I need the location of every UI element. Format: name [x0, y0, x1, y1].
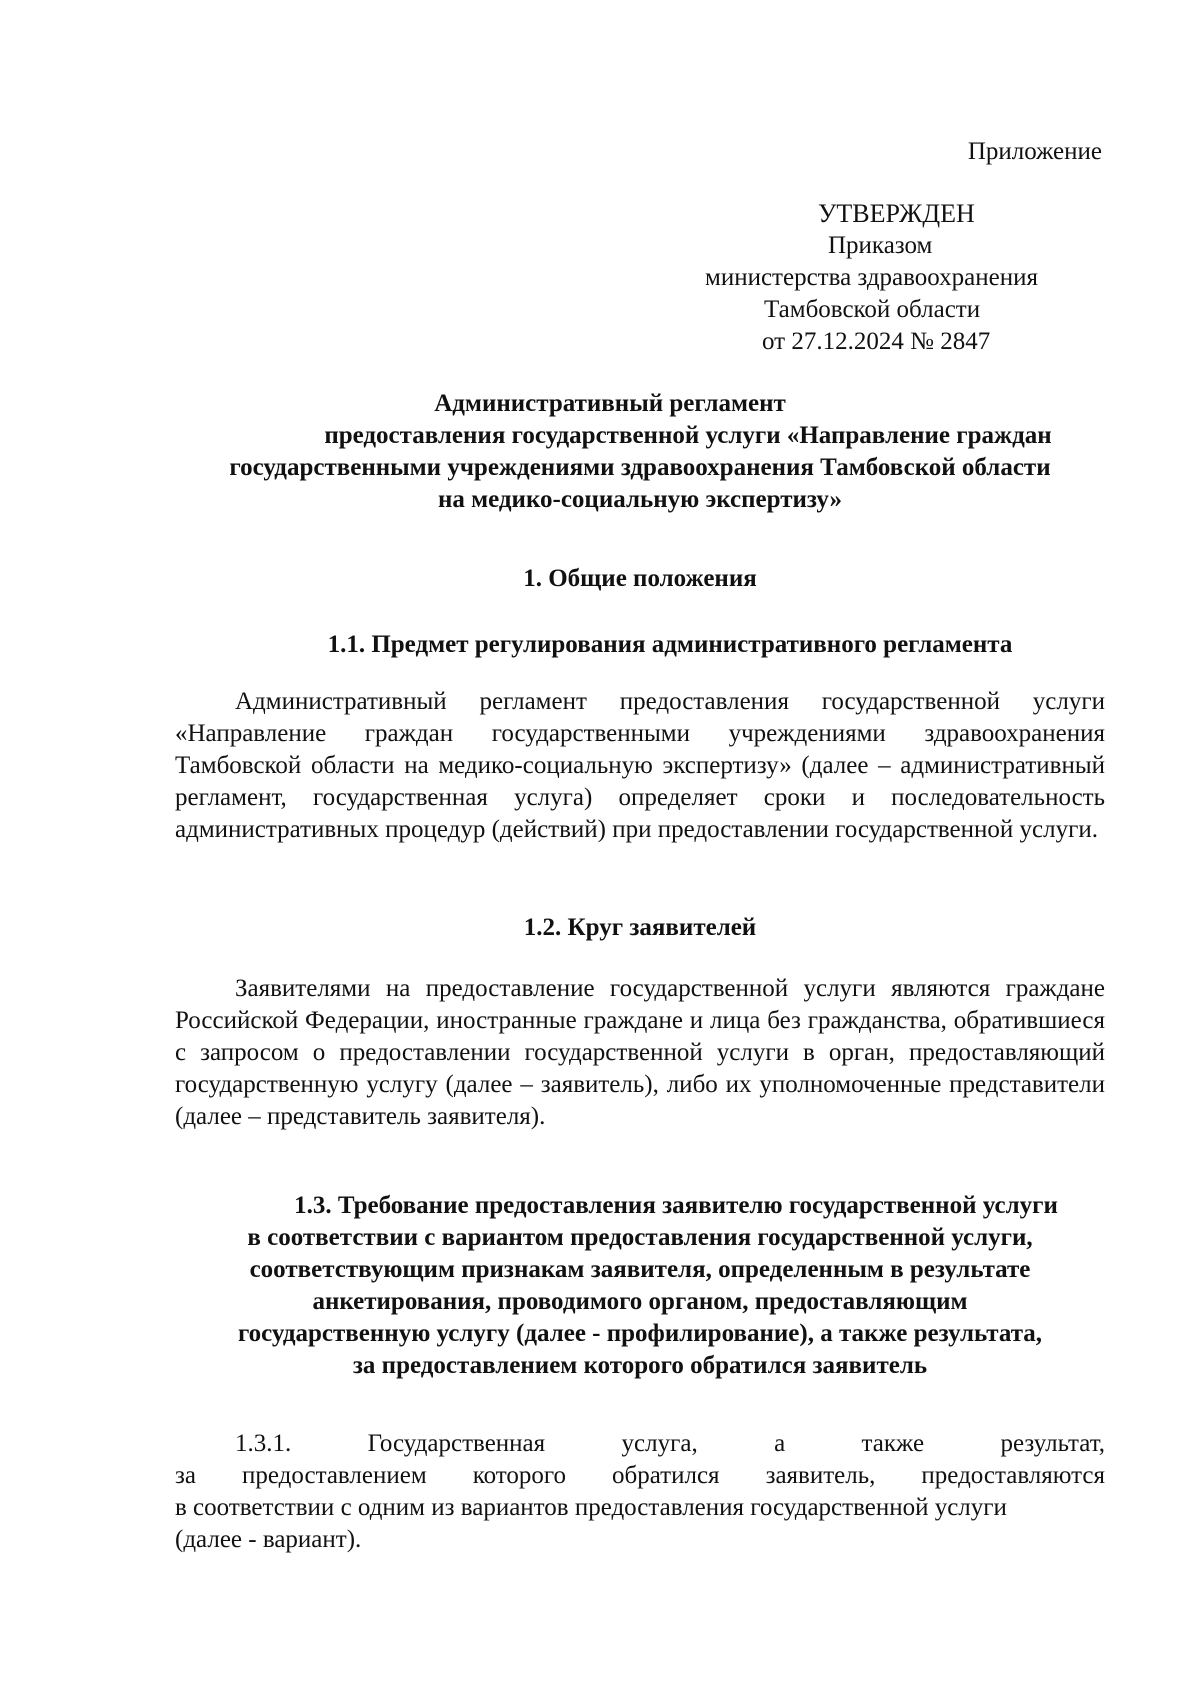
title-line: государственными учреждениями здравоохранения Тамбовской области [229, 454, 1051, 481]
word: услуга, [621, 1430, 698, 1457]
word: также [861, 1430, 925, 1457]
document-title [175, 388, 1105, 516]
title-line: на медико-социальную экспертизу» [437, 486, 843, 513]
section-heading-subject: 1.1. Предмет регулирования административного регламента [327, 631, 1013, 658]
paragraph-subject [175, 686, 1105, 846]
section-heading-general: 1. Общие положения [523, 565, 757, 592]
section-heading-requirement [175, 1190, 1105, 1382]
title-line: Административный регламент [434, 390, 786, 417]
word: результат, [1000, 1430, 1105, 1457]
heading-line: государственную услугу (далее - профилирование), а также результата, [237, 1320, 1043, 1347]
word: предоставляются [921, 1462, 1105, 1489]
word: Государственная [367, 1430, 546, 1457]
word: обратился [612, 1462, 720, 1489]
word: заявитель, [765, 1462, 876, 1489]
word: предоставлением [242, 1462, 427, 1489]
section-heading-applicants: 1.2. Круг заявителей [523, 914, 757, 941]
word: 1.3.1. [235, 1430, 292, 1457]
word: за [175, 1462, 196, 1489]
word: а [774, 1430, 786, 1457]
order-label: Приказом [828, 232, 933, 259]
title-line: предоставления государственной услуги «Направление граждан [324, 422, 1052, 449]
region-label: Тамбовской области [764, 296, 981, 323]
approval-stamp-block [680, 198, 1120, 358]
variant-line-1 [175, 1428, 1105, 1460]
heading-line: соответствующим признакам заявителя, определенным в результате [249, 1256, 1031, 1283]
paragraph-text: Заявителями на предоставление государственной услуги являются граждане Российской Федерации, иностранные граждане и лица без гражданства, обратившиеся с запросом о предоставлении государственной услуги в орган, предоставляющий государственную услугу (далее – заявитель), либо их уполномоченные представители (далее – представитель заявителя). [175, 975, 1105, 1130]
variant-line-2 [175, 1460, 1105, 1492]
heading-line: в соответствии с вариантом предоставления государственной услуги, [247, 1224, 1033, 1251]
heading-line: анкетирования, проводимого органом, предоставляющим [312, 1288, 968, 1315]
word: которого [472, 1462, 566, 1489]
approved-label: УТВЕРЖДЕН [818, 199, 975, 228]
paragraph-variant [175, 1428, 1105, 1556]
variant-line-4: (далее - вариант). [175, 1526, 362, 1553]
variant-line-3: в соответствии с одним из вариантов предоставления государственной услуги [175, 1494, 1007, 1521]
heading-line: за предоставлением которого обратился заявитель [352, 1352, 928, 1379]
appendix-label: Приложение [967, 138, 1102, 165]
order-date-number: от 27.12.2024 № 2847 [762, 328, 991, 355]
paragraph-applicants [175, 973, 1105, 1133]
ministry-label: министерства здравоохранения [705, 264, 1038, 291]
heading-line: 1.3. Требование предоставления заявителю государственной услуги [294, 1192, 1058, 1219]
paragraph-text: Административный регламент предоставления государственной услуги «Направление граждан государственными учреждениями здравоохранения Тамбовской области на медико-социальную экспертизу» (далее – административный регламент, государственная услуга) определяет сроки и последовательность административных процедур (действий) при предоставлении государственной услуги. [175, 688, 1105, 843]
